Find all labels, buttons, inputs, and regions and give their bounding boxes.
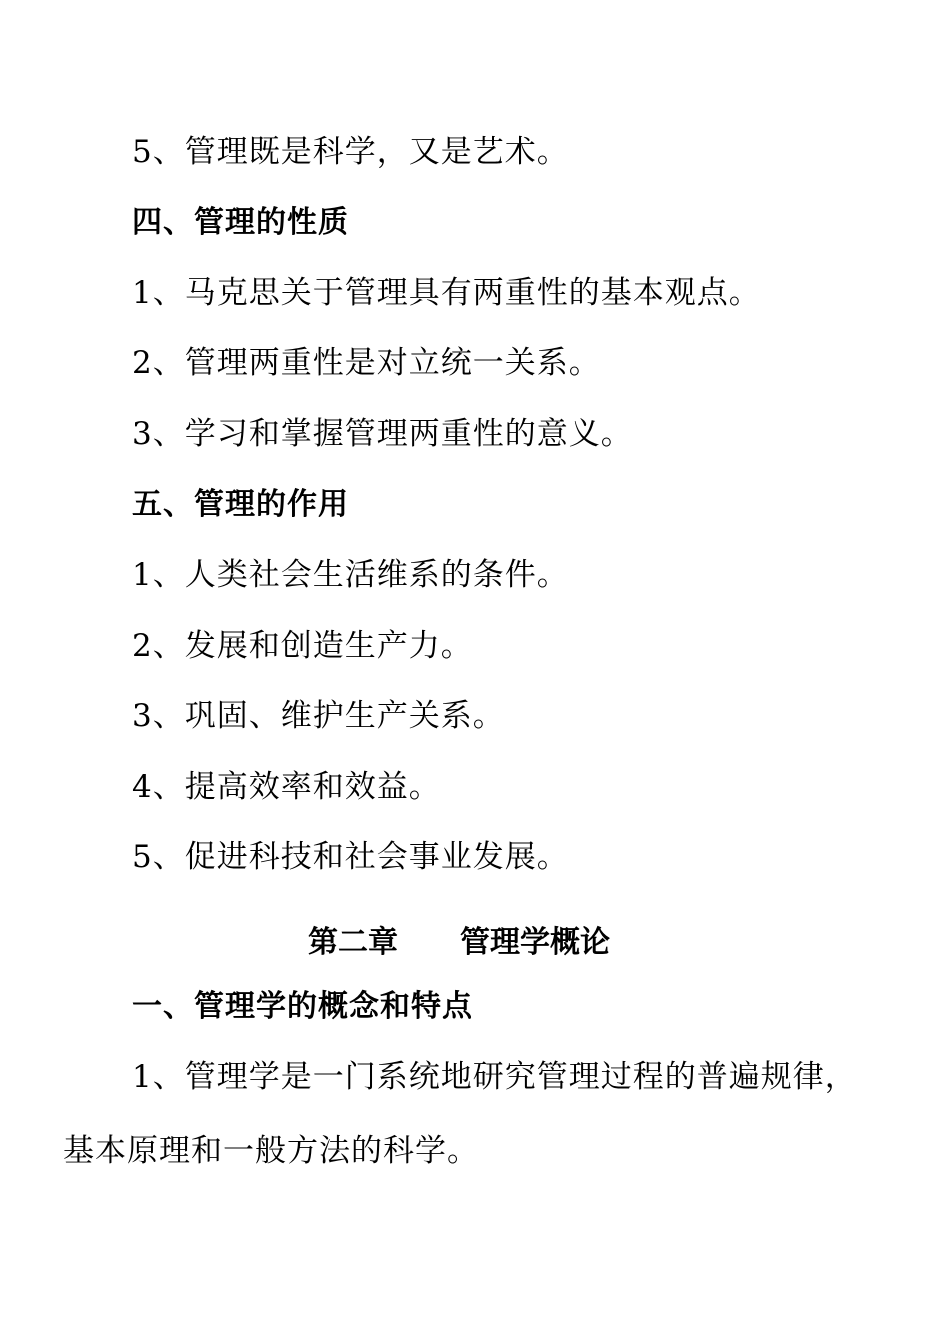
chapter-number: 第二章 [308, 925, 398, 960]
section-heading: 五、管理的作用 [132, 487, 349, 522]
list-item: 3、巩固、维护生产关系。 [132, 698, 505, 734]
list-item: 1、马克思关于管理具有两重性的基本观点。 [132, 275, 761, 311]
chapter-title [308, 923, 610, 963]
list-item: 2、发展和创造生产力。 [132, 628, 473, 664]
list-item: 3、学习和掌握管理两重性的意义。 [132, 416, 633, 452]
list-item: 5、管理既是科学，又是艺术。 [132, 134, 569, 170]
paragraph-line: 1、管理学是一门系统地研究管理过程的普遍规律， [132, 1059, 857, 1095]
list-item: 4、提高效率和效益。 [132, 769, 441, 805]
list-item: 5、促进科技和社会事业发展。 [132, 839, 569, 875]
paragraph-line: 基本原理和一般方法的科学。 [63, 1133, 479, 1169]
section-heading: 四、管理的性质 [132, 205, 349, 240]
list-item: 1、人类社会生活维系的条件。 [132, 557, 569, 593]
section-heading: 一、管理学的概念和特点 [132, 989, 473, 1024]
list-item: 2、管理两重性是对立统一关系。 [132, 345, 601, 381]
chapter-name: 管理学概论 [460, 925, 610, 960]
